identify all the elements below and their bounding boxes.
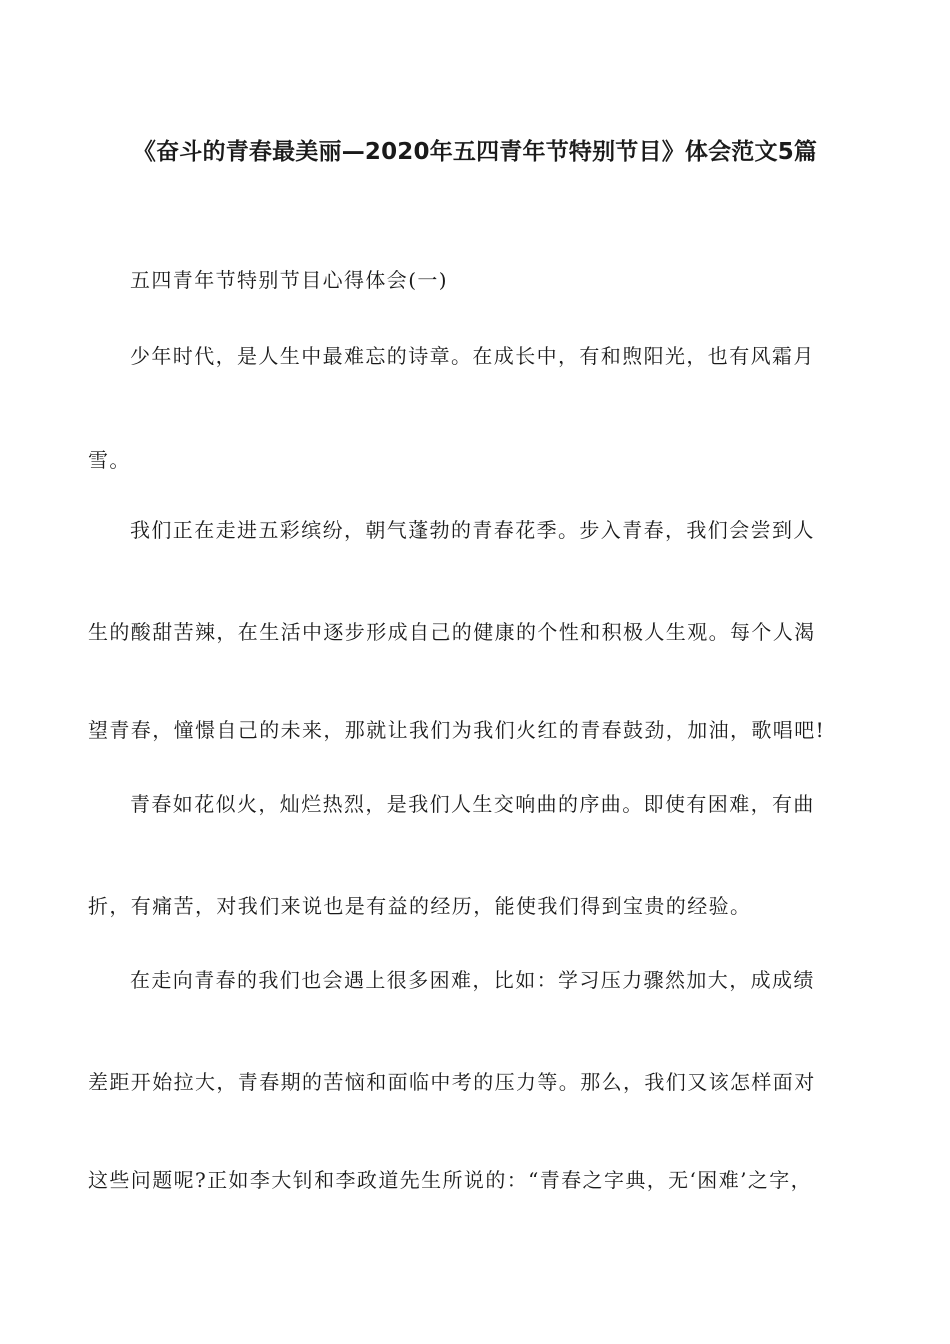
paragraph-line: 雪。: [88, 448, 131, 472]
document-title: 《奋斗的青春最美丽—2020年五四青年节特别节目》体会范文5篇: [132, 139, 818, 165]
paragraph-line: 我们正在走进五彩缤纷，朝气蓬勃的青春花季。步入青春，我们会尝到人: [130, 518, 815, 542]
paragraph-line: 青春如花似火，灿烂热烈，是我们人生交响曲的序曲。即使有困难，有曲: [130, 792, 815, 816]
paragraph-line: 望青春，憧憬自己的未来，那就让我们为我们火红的青春鼓劲，加油，歌唱吧!: [88, 718, 826, 742]
paragraph-line: 在走向青春的我们也会遇上很多困难，比如：学习压力骤然加大，成成绩: [130, 968, 815, 992]
paragraph-line: 折，有痛苦，对我们来说也是有益的经历，能使我们得到宝贵的经验。: [88, 894, 752, 918]
section-heading: 五四青年节特别节目心得体会(一): [130, 268, 449, 292]
paragraph-line: 这些问题呢?正如李大钊和李政道先生所说的：“青春之字典，无‘困难’之字，: [88, 1168, 813, 1192]
paragraph-line: 差距开始拉大，青春期的苦恼和面临中考的压力等。那么，我们又该怎样面对: [88, 1070, 816, 1094]
paragraph-line: 少年时代，是人生中最难忘的诗章。在成长中，有和煦阳光，也有风霜月: [130, 344, 815, 368]
paragraph-line: 生的酸甜苦辣，在生活中逐步形成自己的健康的个性和积极人生观。每个人渴: [88, 620, 816, 644]
